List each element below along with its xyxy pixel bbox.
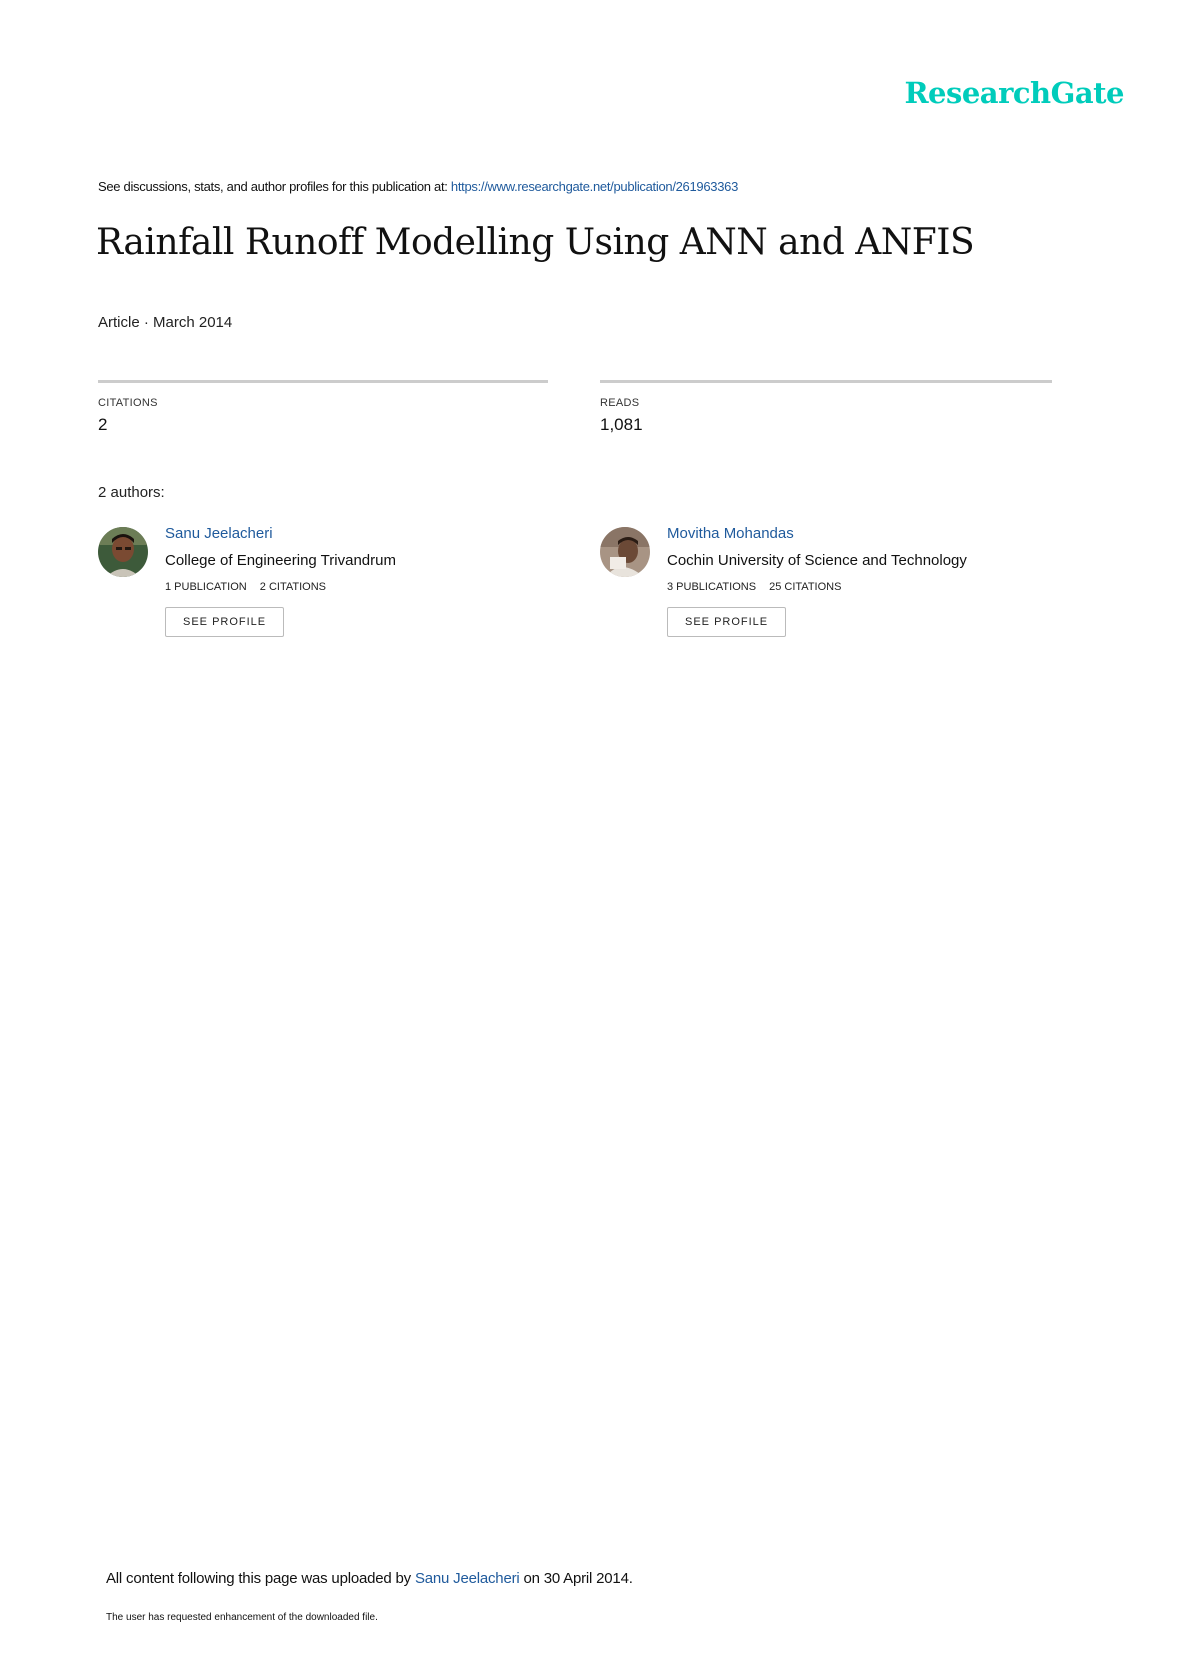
author-info [667, 525, 1047, 637]
author-card [600, 525, 1040, 655]
avatar-photo-icon [600, 527, 650, 577]
publication-meta: Article · March 2014 [98, 314, 233, 331]
author-info [165, 525, 545, 637]
avatar[interactable] [600, 527, 650, 577]
citations-label: CITATIONS [98, 397, 158, 409]
enhancement-note: The user has requested enhancement of the downloaded file. [106, 1612, 378, 1623]
researchgate-logo: ResearchGate [904, 76, 1124, 110]
reads-value: 1,081 [600, 415, 643, 434]
author-institution: College of Engineering Trivandrum [165, 552, 396, 569]
author-publications: 3 PUBLICATIONS [667, 581, 757, 593]
publication-url-link[interactable]: https://www.researchgate.net/publication/261963363 [450, 179, 738, 194]
publication-title: Rainfall Runoff Modelling Using ANN and ANFIS [96, 222, 975, 263]
upload-notice [106, 1570, 633, 1587]
see-profile-button[interactable]: SEE PROFILE [667, 607, 786, 637]
author-citations: 25 CITATIONS [769, 581, 842, 593]
upload-prefix: All content following this page was uploaded by [106, 1570, 411, 1587]
see-discussions-line [98, 179, 738, 194]
upload-suffix: on 30 April 2014. [523, 1570, 633, 1587]
author-stats [667, 581, 1047, 593]
uploader-link[interactable]: Sanu Jeelacheri [414, 1570, 520, 1587]
reads-label: READS [600, 397, 640, 409]
see-profile-button[interactable]: SEE PROFILE [165, 607, 284, 637]
see-discussions-text: See discussions, stats, and author profiles for this publication at: [98, 179, 448, 194]
authors-count: 2 authors: [98, 484, 165, 501]
author-name-link[interactable]: Sanu Jeelacheri [165, 525, 273, 542]
avatar-photo-icon [98, 527, 148, 577]
citations-value: 2 [98, 415, 108, 434]
reads-stat [600, 380, 1052, 435]
author-card [98, 525, 538, 655]
author-stats [165, 581, 545, 593]
avatar[interactable] [98, 527, 148, 577]
author-institution: Cochin University of Science and Technology [667, 552, 967, 569]
author-publications: 1 PUBLICATION [165, 581, 247, 593]
author-citations: 2 CITATIONS [259, 581, 326, 593]
author-name-link[interactable]: Movitha Mohandas [667, 525, 794, 542]
citations-stat [98, 380, 548, 435]
